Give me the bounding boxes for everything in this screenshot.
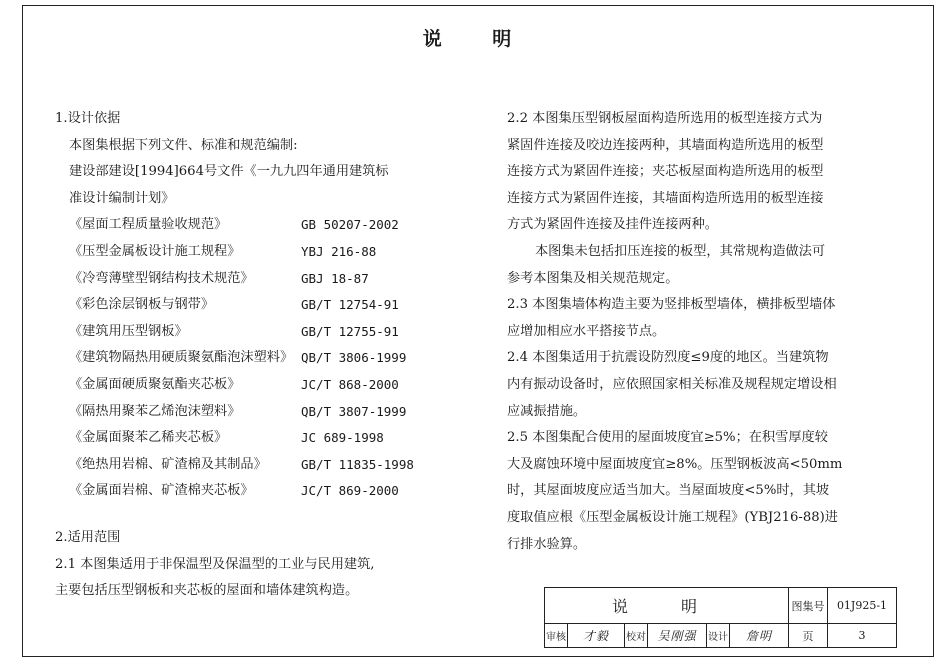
body-line: 内有振动设备时，应依照国家相关标准及规程规定增设相 xyxy=(507,376,837,392)
body-line: 大及腐蚀环境中屋面坡度宜≥8%。压型钢板波高<50mm xyxy=(507,456,843,472)
reference-item xyxy=(55,372,475,399)
section-1-line1: 建设部建设[1994]664号文件《一九九四年通用建筑标 xyxy=(69,164,389,180)
body-line: 行排水验算。 xyxy=(507,536,587,552)
reference-code: JC/T 869-2000 xyxy=(301,483,399,499)
body-line: 2.4 本图集适用于抗震设防烈度≤9度的地区。当建筑物 xyxy=(507,350,829,366)
reference-code: YBJ 216-88 xyxy=(301,243,377,259)
reference-name: 《金属面聚苯乙稀夹芯板》 xyxy=(69,430,228,446)
reference-item xyxy=(55,345,475,372)
review-label: 审核 xyxy=(545,624,568,648)
reference-name: 《隔热用聚苯乙烯泡沫塑料》 xyxy=(69,403,241,419)
body-line: 连接方式为紧固件连接，其墙面构造所选用的板型连接 xyxy=(507,190,824,206)
body-line: 2.5 本图集配合使用的屋面坡度宜≥5%；在积雪厚度较 xyxy=(507,430,828,446)
reference-code: GB/T 11835-1998 xyxy=(301,456,414,472)
design-signature: 詹明 xyxy=(730,624,789,648)
drawing-frame xyxy=(22,5,934,657)
reference-code: QB/T 3806-1999 xyxy=(301,350,407,366)
reference-item xyxy=(55,239,475,266)
title-block xyxy=(544,587,897,648)
body-line: 度取值应根《压型金属板设计施工规程》(YBJ216-88)进 xyxy=(507,509,838,525)
reference-name: 《屋面工程质量验收规范》 xyxy=(69,217,228,233)
check-label: 校对 xyxy=(625,624,648,648)
reference-item xyxy=(55,452,475,479)
reference-item xyxy=(55,319,475,346)
reference-code: GB 50207-2002 xyxy=(301,217,399,233)
body-line: 应增加相应水平搭接节点。 xyxy=(507,323,666,339)
section-2-1-line2: 主要包括压型钢板和夹芯板的屋面和墙体建筑构造。 xyxy=(55,583,359,599)
body-line: 连接方式为紧固件连接；夹芯板屋面构造所选用的板型 xyxy=(507,164,824,180)
reference-item xyxy=(55,212,475,239)
body-line: 紧固件连接及咬边连接两种，其墙面构造所选用的板型 xyxy=(507,137,824,153)
reference-item xyxy=(55,266,475,293)
body-line: 本图集未包括扣压连接的板型，其常规构造做法可 xyxy=(535,243,826,259)
reference-code: GB/T 12755-91 xyxy=(301,323,399,339)
reference-list xyxy=(55,212,475,505)
design-label: 设计 xyxy=(707,624,730,648)
reference-item xyxy=(55,292,475,319)
body-line: 2.3 本图集墙体构造主要为竖排板型墙体，横排板型墙体 xyxy=(507,297,836,313)
reference-name: 《金属面岩棉、矿渣棉夹芯板》 xyxy=(69,483,254,499)
section-1-line2: 准设计编制计划》 xyxy=(69,190,175,206)
reference-code: GB/T 12754-91 xyxy=(301,297,399,313)
reference-code: QB/T 3807-1999 xyxy=(301,403,407,419)
reference-name: 《冷弯薄壁型钢结构技术规范》 xyxy=(69,270,254,286)
reference-code: JC/T 868-2000 xyxy=(301,376,399,392)
review-signature: 才毅 xyxy=(568,624,625,648)
title-block-name: 说 明 xyxy=(545,588,789,624)
right-column xyxy=(507,106,903,558)
reference-code: GBJ 18-87 xyxy=(301,270,369,286)
reference-name: 《彩色涂层钢板与钢带》 xyxy=(69,297,215,313)
reference-name: 《压型金属板设计施工规程》 xyxy=(69,243,241,259)
reference-item xyxy=(55,478,475,505)
body-line: 应减振措施。 xyxy=(507,403,587,419)
reference-name: 《建筑物隔热用硬质聚氨酯泡沫塑料》 xyxy=(69,350,294,366)
reference-name: 《建筑用压型钢板》 xyxy=(69,323,188,339)
reference-code: JC 689-1998 xyxy=(301,430,384,446)
page-number: 3 xyxy=(828,624,897,648)
section-2-heading: 2.适用范围 xyxy=(55,529,121,545)
body-line: 时，其屋面坡度应适当加大。当屋面坡度<5%时，其坡 xyxy=(507,483,830,499)
section-1-heading: 1.设计依据 xyxy=(55,111,121,126)
atlas-number-label: 图集号 xyxy=(789,588,828,624)
left-column xyxy=(55,106,475,605)
reference-name: 《金属面硬质聚氨酯夹芯板》 xyxy=(69,376,241,392)
reference-item xyxy=(55,399,475,426)
body-line: 2.2 本图集压型钢板屋面构造所选用的板型连接方式为 xyxy=(507,111,823,126)
section-1-intro: 本图集根据下列文件、标准和规范编制: xyxy=(69,137,298,153)
body-line: 方式为紧固件连接及挂件连接两种。 xyxy=(507,217,718,233)
page-title: 说 明 xyxy=(422,28,534,50)
section-2-1-line1: 2.1 本图集适用于非保温型及保温型的工业与民用建筑, xyxy=(55,556,375,572)
body-line: 参考本图集及相关规范规定。 xyxy=(507,270,679,286)
page-label: 页 xyxy=(789,624,828,648)
check-signature: 吴刚强 xyxy=(648,624,707,648)
reference-name: 《绝热用岩棉、矿渣棉及其制品》 xyxy=(69,456,267,472)
atlas-number: 01J925-1 xyxy=(828,588,897,624)
reference-item xyxy=(55,425,475,452)
